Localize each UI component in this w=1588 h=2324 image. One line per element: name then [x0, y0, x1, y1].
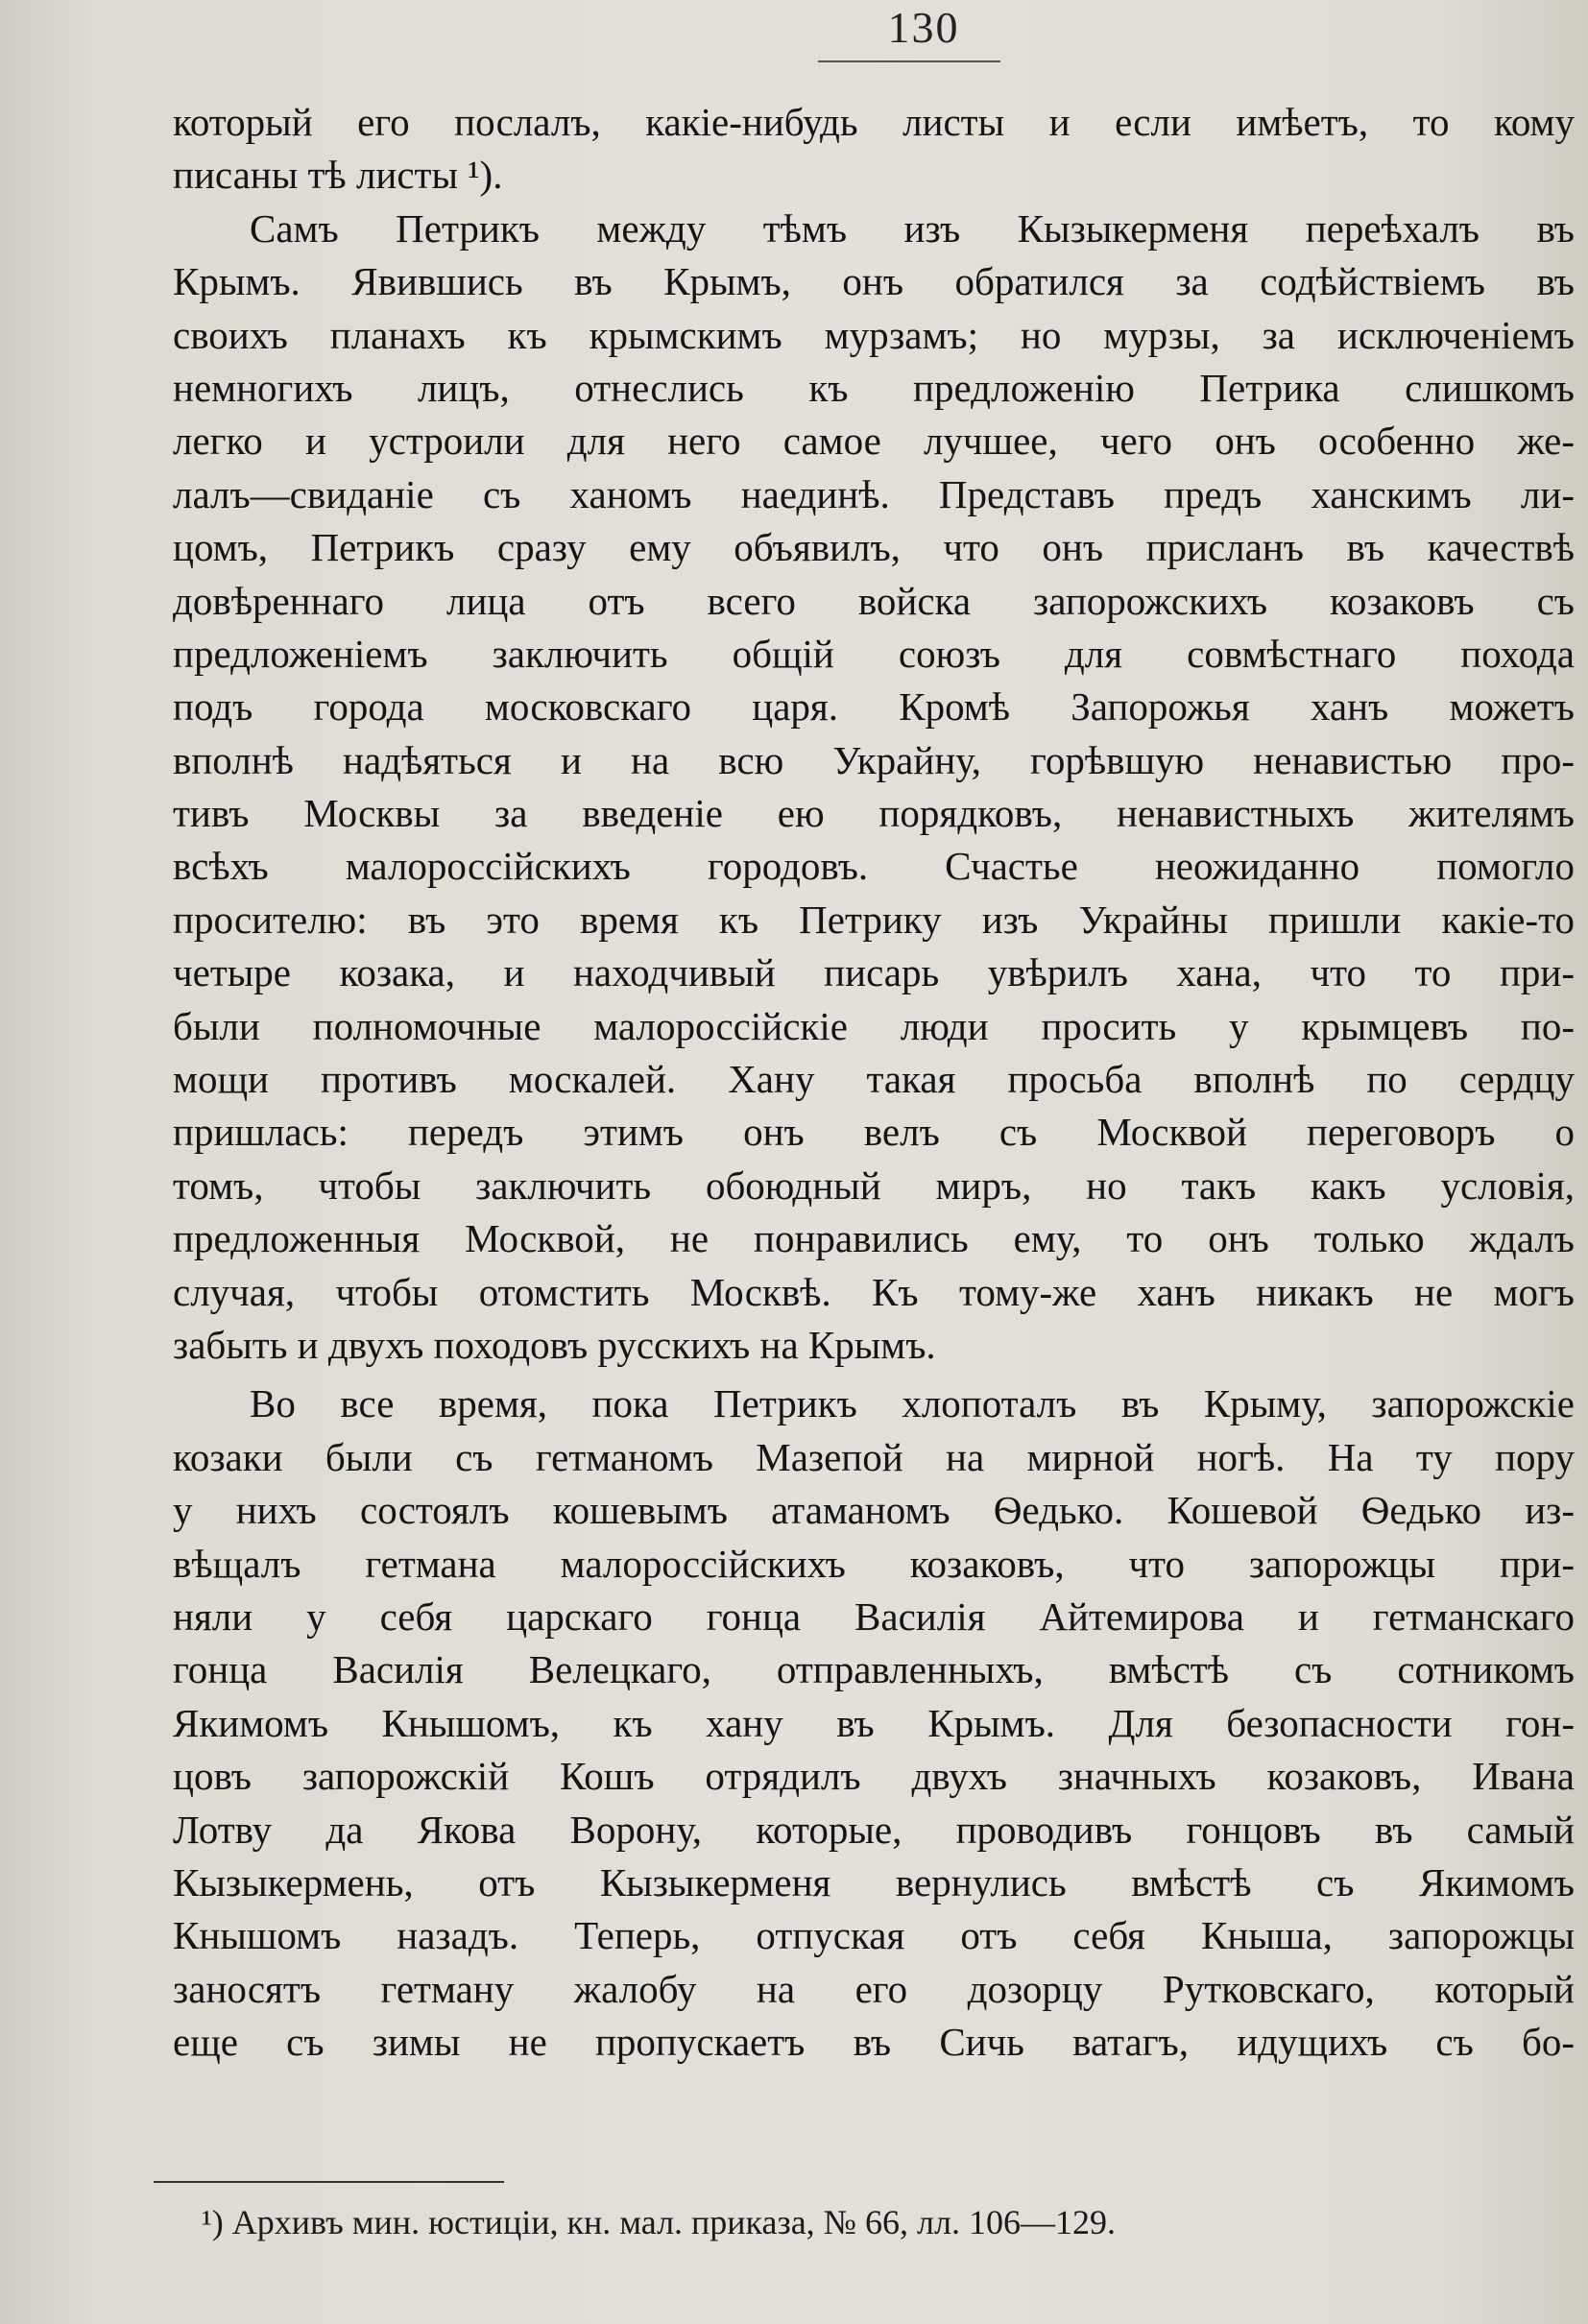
text-line: цомъ, Петрикъ сразу ему объявилъ, что онъ присланъ въ качествѣ	[173, 525, 1575, 570]
text-line: который его послалъ, какіе-нибудь листы и если имѣетъ, то кому	[173, 100, 1575, 144]
text-line: были полномочные малороссійскіе люди просить у крымцевъ по-	[173, 1003, 1575, 1048]
text-line: Во все время, пока Петрикъ хлопоталъ въ Крыму, запорожскіе	[250, 1381, 1575, 1426]
text-line: пришлась: передъ этимъ онъ велъ съ Москвой переговоръ о	[173, 1110, 1575, 1155]
text-line: немногихъ лицъ, отнеслись къ предложенію Петрика слишкомъ	[173, 365, 1575, 410]
text-line: мощи противъ москалей. Хану такая просьба вполнѣ по сердцу	[173, 1057, 1575, 1102]
body-text	[173, 96, 1575, 2069]
text-line: еще съ зимы не пропускаетъ въ Сичь ватагъ, идущихъ съ бо-	[173, 2020, 1575, 2065]
text-line: предложеніемъ заключить общій союзъ для совмѣстнаго похода	[173, 631, 1575, 676]
page-number	[0, 2, 1588, 53]
header-rule	[818, 60, 1000, 62]
text-line: лалъ—свиданіе съ ханомъ наединѣ. Представъ предъ ханскимъ ли-	[173, 471, 1575, 516]
text-line: забыть и двухъ походовъ русскихъ на Крымъ.	[173, 1322, 936, 1367]
text-line: няли у себя царскаго гонца Василія Айтемирова и гетманскаго	[173, 1593, 1575, 1639]
text-line: тивъ Москвы за введеніе ею порядковъ, ненавистныхъ жителямъ	[173, 791, 1575, 836]
text-line: вѣщалъ гетмана малороссійскихъ козаковъ, что запорожцы при-	[173, 1541, 1575, 1586]
text-line: подъ города московскаго царя. Кромѣ Запорожья ханъ можетъ	[173, 684, 1575, 730]
text-line: Кызыкермень, отъ Кызыкерменя вернулись вмѣстѣ съ Якимомъ	[173, 1859, 1575, 1905]
text-line: своихъ планахъ къ крымскимъ мурзамъ; но мурзы, за исключеніемъ	[173, 312, 1575, 357]
text-line: Крымъ. Явившись въ Крымъ, онъ обратился за содѣйствіемъ въ	[173, 259, 1575, 304]
text-line: вполнѣ надѣяться и на всю Украйну, горѣвшую ненавистью про-	[173, 737, 1575, 782]
text-line: томъ, чтобы заключить обоюдный миръ, но такъ какъ условія,	[173, 1162, 1575, 1208]
text-line: предложенныя Москвой, не понравились ему, то онъ только ждалъ	[173, 1216, 1575, 1261]
text-line: просителю: въ это время къ Петрику изъ Украйны пришли какіе-то	[173, 897, 1575, 942]
text-line: Лотву да Якова Ворону, которые, проводивъ гонцовъ въ самый	[173, 1807, 1575, 1852]
text-line: случая, чтобы отомстить Москвѣ. Къ тому-же ханъ никакъ не могъ	[173, 1269, 1575, 1314]
text-line: легко и устроили для него самое лучшее, чего онъ особенно же-	[173, 419, 1575, 464]
footnote-rule	[154, 2181, 504, 2183]
page-number-text: 130	[887, 3, 960, 52]
text-line: заносятъ гетману жалобу на его дозорцу Рутковскаго, который	[173, 1966, 1575, 2011]
text-line: Якимомъ Кнышомъ, къ хану въ Крымъ. Для безопасности гон-	[173, 1700, 1575, 1745]
text-line: у нихъ состоялъ кошевымъ атаманомъ Ѳедько. Кошевой Ѳедько из-	[173, 1488, 1575, 1533]
text-line: писаны тѣ листы ¹).	[173, 153, 503, 198]
text-line: гонца Василія Велецкаго, отправленныхъ, вмѣстѣ съ сотникомъ	[173, 1647, 1575, 1692]
text-line: всѣхъ малороссійскихъ городовъ. Счастье неожиданно помогло	[173, 844, 1575, 889]
text-line: цовъ запорожскій Кошъ отрядилъ двухъ значныхъ козаковъ, Ивана	[173, 1754, 1575, 1799]
footnote: ¹) Архивъ мин. юстиціи, кн. мал. приказа, № 66, лл. 106—129.	[202, 2203, 1116, 2241]
text-line: четыре козака, и находчивый писарь увѣрилъ хана, что то при-	[173, 950, 1575, 995]
text-line: Кнышомъ назадъ. Теперь, отпуская отъ себя Кныша, запорожцы	[173, 1913, 1575, 1958]
text-line: довѣреннаго лица отъ всего войска запорожскихъ козаковъ съ	[173, 578, 1575, 623]
text-line: Самъ Петрикъ между тѣмъ изъ Кызыкерменя переѣхалъ въ	[250, 205, 1575, 251]
text-line: козаки были съ гетманомъ Мазепой на мирной ногѣ. На ту пору	[173, 1434, 1575, 1479]
